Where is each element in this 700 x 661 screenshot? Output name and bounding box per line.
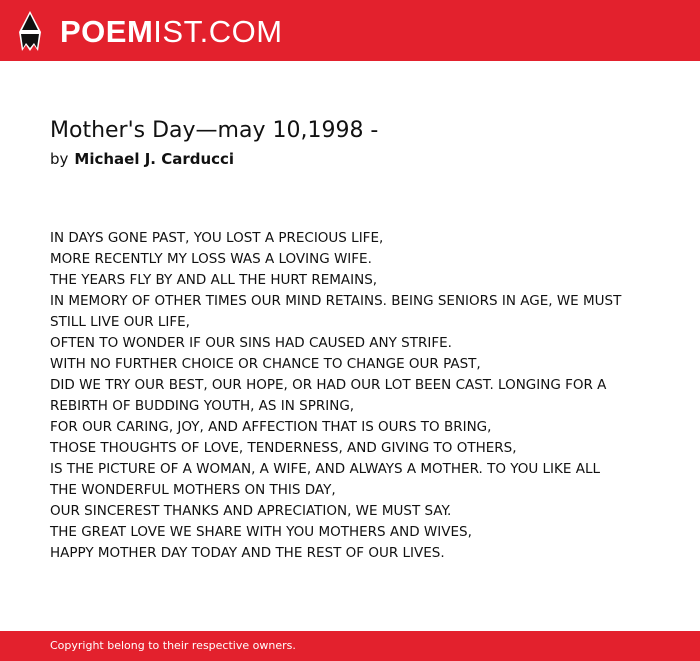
- poem-line: IN DAYS GONE PAST, YOU LOST A PRECIOUS LIFE,: [50, 230, 384, 246]
- poem-line: REBIRTH OF BUDDING YOUTH, AS IN SPRING,: [50, 398, 355, 414]
- pencil-icon: [16, 10, 44, 54]
- poem-title: Mother's Day—may 10,1998 -: [50, 118, 379, 143]
- poem-line: WITH NO FURTHER CHOICE OR CHANCE TO CHANGE OUR PAST,: [50, 356, 481, 372]
- poem-line: DID WE TRY OUR BEST, OUR HOPE, OR HAD OUR LOT BEEN CAST. LONGING FOR A: [50, 377, 607, 393]
- poem-line: THE YEARS FLY BY AND ALL THE HURT REMAINS,: [50, 272, 378, 288]
- poem-line: OUR SINCEREST THANKS AND APRECIATION, WE MUST SAY.: [50, 503, 452, 519]
- site-footer: [0, 631, 700, 661]
- poem-line: STILL LIVE OUR LIFE,: [50, 314, 190, 330]
- logo-text-light: IST.COM: [153, 14, 283, 49]
- poem-author[interactable]: Michael J. Carducci: [74, 150, 235, 168]
- byline-label: by: [50, 150, 69, 168]
- poem-line: FOR OUR CARING, JOY, AND AFFECTION THAT IS OURS TO BRING,: [50, 419, 492, 435]
- poem-byline: [50, 148, 660, 170]
- poem-article: [50, 114, 660, 564]
- site-header: [0, 0, 700, 61]
- logo-text-strong: POEM: [60, 14, 154, 49]
- poem-line: THE WONDERFUL MOTHERS ON THIS DAY,: [50, 482, 336, 498]
- poem-line: THE GREAT LOVE WE SHARE WITH YOU MOTHERS AND WIVES,: [50, 524, 472, 540]
- poem-line: OFTEN TO WONDER IF OUR SINS HAD CAUSED ANY STRIFE.: [50, 335, 452, 351]
- poem-line: MORE RECENTLY MY LOSS WAS A LOVING WIFE.: [50, 251, 372, 267]
- poem-line: THOSE THOUGHTS OF LOVE, TENDERNESS, AND GIVING TO OTHERS,: [50, 440, 517, 456]
- copyright-text: Copyright belong to their respective owners.: [50, 639, 296, 652]
- poem-line: HAPPY MOTHER DAY TODAY AND THE REST OF OUR LIVES.: [50, 545, 445, 561]
- poem-line: IN MEMORY OF OTHER TIMES OUR MIND RETAINS. BEING SENIORS IN AGE, WE MUST: [50, 293, 622, 309]
- site-logo[interactable]: [16, 10, 283, 54]
- poem-line: IS THE PICTURE OF A WOMAN, A WIFE, AND ALWAYS A MOTHER. TO YOU LIKE ALL: [50, 461, 600, 477]
- site-logo-text: [60, 10, 283, 54]
- poem-body: [50, 228, 660, 564]
